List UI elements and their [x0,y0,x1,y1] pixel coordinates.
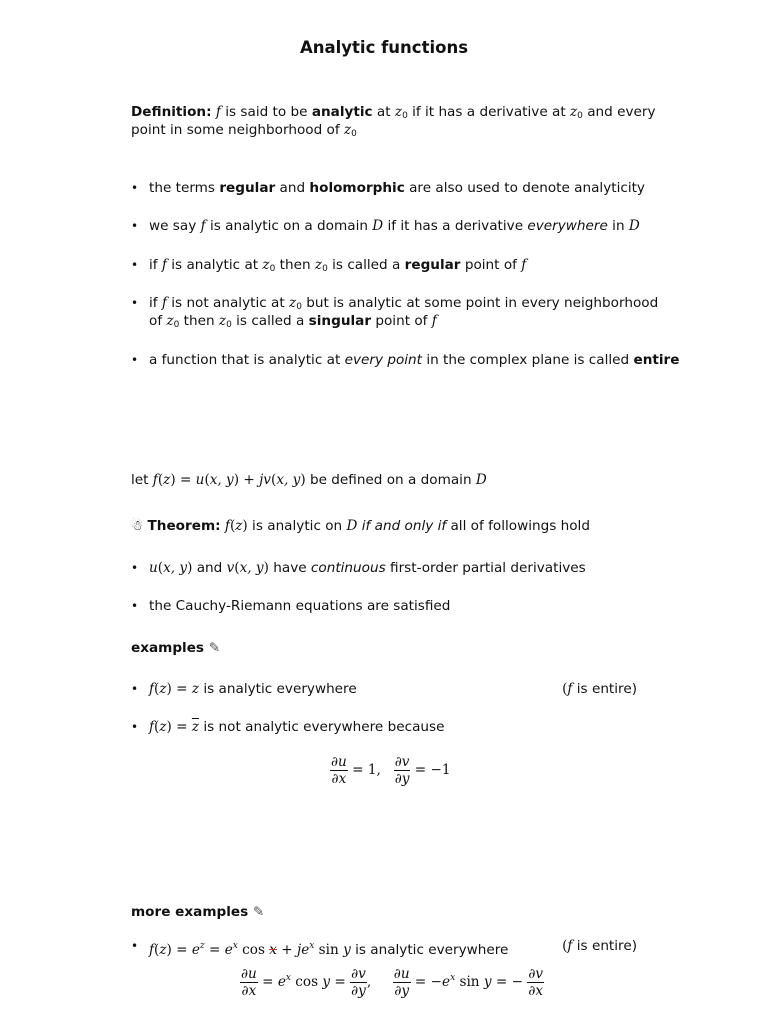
list-item: u(x, y) and v(x, y) have continuous first-order partial derivatives [149,560,586,576]
let-line: let f(z) = u(x, y) + jv(x, y) be defined on a domain D [131,472,487,488]
list-item: if f is analytic at $z_0$ then $z_0$ is called a regular point of f [149,257,527,274]
list-item: $f(z) = \overline{z}$ is not analytic everywhere because [149,719,445,735]
entire-note: (f is entire) [562,681,637,697]
bullet-dot: • [131,296,139,310]
bullet-dot: • [131,181,139,195]
bullet-dot: • [131,599,139,613]
definition-line-2: point in some neighborhood of $z_0$ [131,122,357,139]
theorem-label: Theorem: [147,518,221,534]
list-item: the terms regular and holomorphic are also used to denote analyticity [149,180,645,196]
list-item: a function that is analytic at every point in the complex plane is called entire [149,352,680,368]
list-item: if f is not analytic at $z_0$ but is analytic at some point in every neighborhood [149,295,659,312]
list-item: f(z) = z is analytic everywhere [149,681,357,697]
bullet-dot: • [131,682,139,696]
examples-heading: examples ✎ [131,640,221,656]
list-item: the Cauchy-Riemann equations are satisfied [149,598,451,614]
bullet-dot: • [131,258,139,272]
bullet-dot: • [131,720,139,734]
bullet-dot: • [131,939,139,953]
bullet-dot: • [131,561,139,575]
pencil-icon: ✎ [252,904,265,920]
analytic-term: analytic [311,104,373,120]
bullet-dot: • [131,353,139,367]
page-title: Analytic functions [299,38,469,57]
theorem-line: ☃ Theorem: f(z) is analytic on D if and only if all of followings hold [131,518,590,534]
pencil-icon: ✎ [208,640,221,656]
definition-label: Definition: [131,104,212,120]
cr-equation-2: $\frac{\partial u}{\partial x}$ = $e^x$ cos y = $\frac{\partial v}{\partial y}$ , $\frac{\partial u}{\partial y}$ = $-e^x$ sin y = − $\frac{\partial v}{\partial x}$ [241,966,544,999]
definition-line-1: Definition: f is said to be analytic at $z_0$ if it has a derivative at $z_0$ and every [131,104,656,121]
entire-note: (f is entire) [562,938,637,954]
snowman-icon: ☃ [131,518,144,534]
list-item: $f(z) = e^z = e^x$ $\cos x + je^x$ sin y is analytic everywhere [149,941,509,958]
list-item: we say f is analytic on a domain D if it has a derivative everywhere in D [149,218,640,234]
list-item-continuation: of $z_0$ then $z_0$ is called a singular point of f [149,313,437,330]
cr-equation-1: $\frac{\partial u}{\partial x}$ = 1, $\frac{\partial v}{\partial y}$ = −1 [331,754,451,787]
bullet-dot: • [131,219,139,233]
more-examples-heading: more examples ✎ [131,904,265,920]
